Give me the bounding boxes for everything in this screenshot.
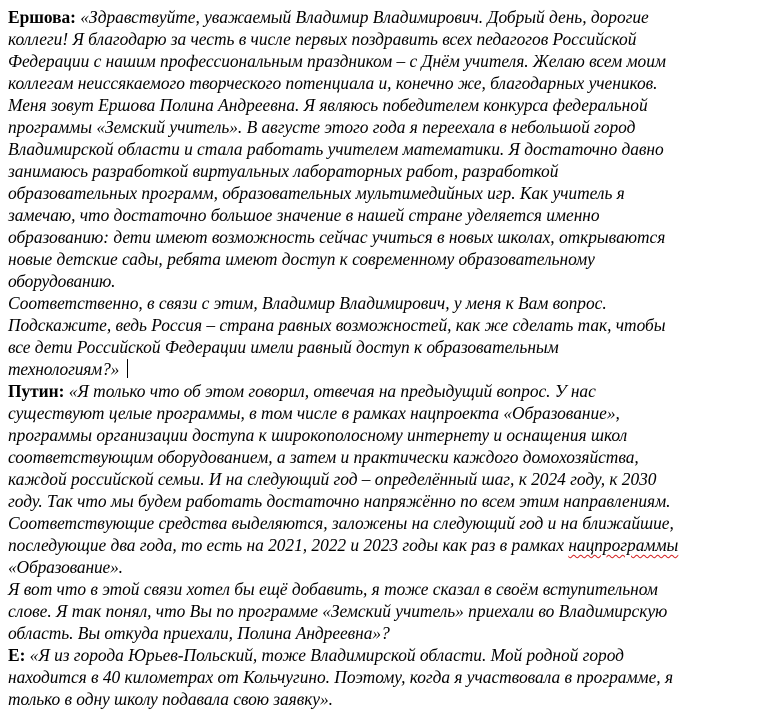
text-line (8, 534, 768, 556)
paragraph-text: «Здравствуйте, уважаемый Владимир Владимирович. Добрый день, дорогие (80, 7, 649, 27)
text-line: соответствующим оборудованием, а затем и практически каждого домохозяйства, (8, 447, 639, 467)
text-line: образовательных программ, образовательных мультимедийных игр. Как учитель я (8, 183, 625, 203)
speaker-colon: : (58, 381, 69, 401)
text-line: оборудованию. (8, 271, 116, 291)
text-line: Я вот что в этой связи хотел бы ещё добавить, я тоже сказал в своём вступительном (8, 579, 658, 599)
text-line (8, 644, 768, 666)
text-line (8, 358, 768, 380)
document-body[interactable] (8, 6, 768, 710)
text-line: «Образование». (8, 557, 123, 577)
text-line: Меня зовут Ершова Полина Андреевна. Я являюсь победителем конкурса федеральной (8, 95, 648, 115)
paragraph-text: технологиям?» (8, 359, 120, 379)
text-line: область. Вы откуда приехали, Полина Андреевна»? (8, 623, 390, 643)
text-line: программы «Земский учитель». В августе этого года я переехала в небольшой город (8, 117, 636, 137)
text-line: году. Так что мы будем работать достаточно напряжённо по всем этим направлениям. (8, 491, 671, 511)
paragraph-text: последующие два года, то есть на 2021, 2022 и 2023 годы как раз в рамках (8, 535, 569, 555)
text-line: занимаюсь разработкой виртуальных лабораторных работ, разработкой (8, 161, 559, 181)
text-line: Соответствующие средства выделяются, заложены на следующий год и на ближайшие, (8, 513, 674, 533)
text-line: все дети Российской Федерации имели равный доступ к образовательным (8, 337, 559, 357)
paragraph-text: «Я из города Юрьев-Польский, тоже Владимирской области. Мой родной город (29, 645, 624, 665)
text-line: Подскажите, ведь Россия – страна равных возможностей, как же сделать так, чтобы (8, 315, 666, 335)
text-line: только в одну школу подавала свою заявку». (8, 689, 333, 709)
text-line: существуют целые программы, в том числе в рамках нацпроекта «Образование», (8, 403, 620, 423)
text-line: новые детские сады, ребята имеют доступ к современному образовательному (8, 249, 595, 269)
text-line: слове. Я так понял, что Вы по программе «Земский учитель» приехали во Владимирскую (8, 601, 668, 621)
text-line: каждой российской семьи. И на следующий год – определённый шаг, к 2024 году, к 2030 (8, 469, 657, 489)
text-line (8, 380, 768, 402)
text-cursor (127, 359, 128, 378)
text-line: находится в 40 километрах от Кольчугино. Поэтому, когда я участвовала в программе, я (8, 667, 673, 687)
paragraph-text: «Я только что об этом говорил, отвечая на предыдущий вопрос. У нас (68, 381, 596, 401)
text-line: замечаю, что достаточно большое значение в нашей стране уделяется именно (8, 205, 600, 225)
text-line: Владимирской области и стала работать учителем математики. Я достаточно давно (8, 139, 664, 159)
speaker-name: Е (8, 645, 20, 665)
text-line: программы организации доступа к широкополосному интернету и оснащения школ (8, 425, 628, 445)
speaker-colon: : (19, 645, 30, 665)
text-line: коллеги! Я благодарю за честь в числе первых поздравить всех педагогов Российской (8, 29, 637, 49)
text-line: коллегам неиссякаемого творческого потенциала и, конечно же, благодарных учеников. (8, 73, 658, 93)
speaker-name: Путин (8, 381, 59, 401)
speaker-colon: : (70, 7, 81, 27)
spellcheck-flagged-word[interactable]: нацпрограммы (568, 535, 679, 555)
text-line: Федерации с нашим профессиональным праздником – с Днём учителя. Желаю всем моим (8, 51, 666, 71)
text-line: Соответственно, в связи с этим, Владимир Владимирович, у меня к Вам вопрос. (8, 293, 607, 313)
text-line: образованию: дети имеют возможность сейчас учиться в новых школах, открываются (8, 227, 666, 247)
speaker-name: Ершова (8, 7, 71, 27)
text-line (8, 6, 768, 28)
